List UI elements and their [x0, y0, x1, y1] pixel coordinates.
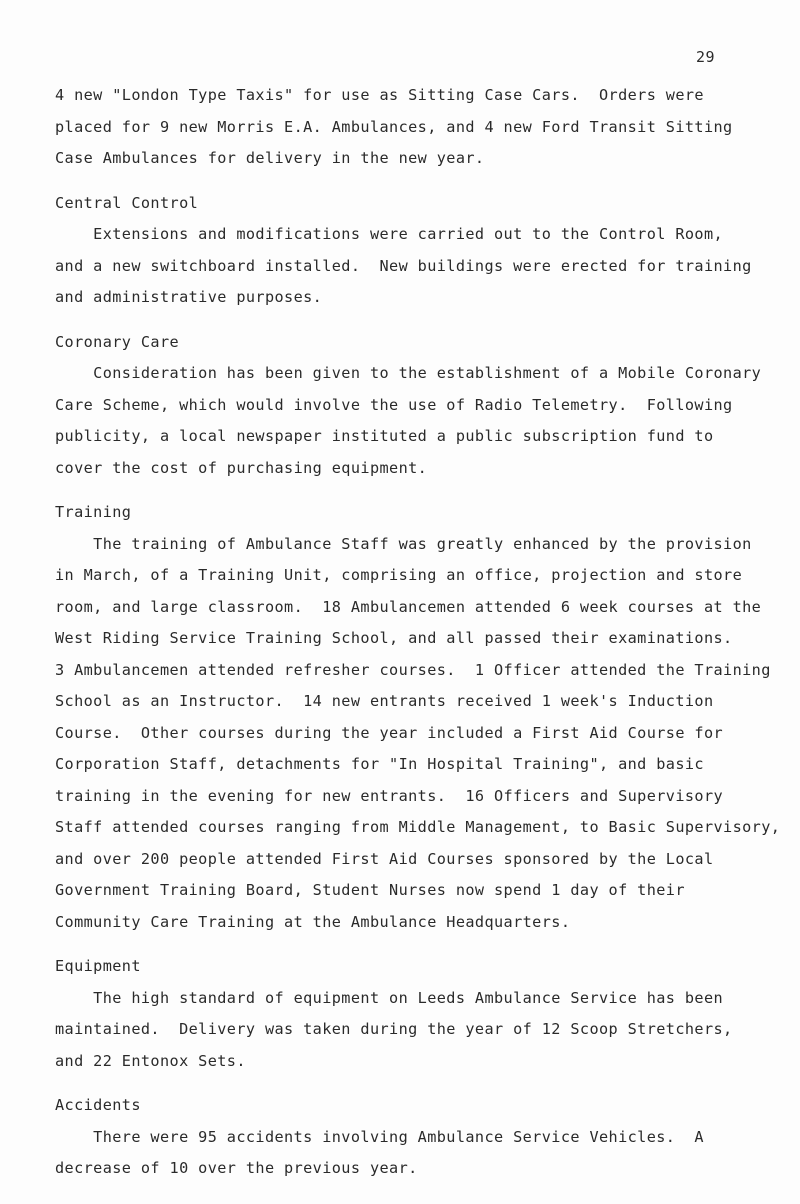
paragraph-line: cover the cost of purchasing equipment. — [55, 458, 428, 477]
paragraph-line: and a new switchboard installed. New buildings were erected for training — [55, 256, 752, 275]
paragraph-line: Community Care Training at the Ambulance Headquarters. — [55, 912, 571, 931]
paragraph-line: Course. Other courses during the year included a First Aid Course for — [55, 723, 724, 742]
paragraph-line: Corporation Staff, detachments for "In Hospital Training", and basic — [55, 755, 704, 773]
section-gap — [55, 484, 775, 497]
paragraph-line: and 22 Entonox Sets. — [55, 1051, 246, 1070]
paragraph-line: Extensions and modifications were carried out to the Control Room, — [55, 225, 724, 243]
section-heading: Equipment — [55, 957, 141, 975]
section-heading: Training — [55, 503, 132, 521]
paragraph-line: Consideration has been given to the establishment of a Mobile Coronary — [55, 364, 762, 382]
intro-line: 4 new "London Type Taxis" for use as Sitting Case Cars. Orders were — [55, 86, 704, 104]
paragraph-line: School as an Instructor. 14 new entrants received 1 week's Induction — [55, 692, 714, 710]
section-gap — [55, 938, 775, 951]
section-gap — [55, 175, 775, 188]
paragraph-line: and over 200 people attended First Aid Courses sponsored by the Local — [55, 849, 714, 868]
intro-line: placed for 9 new Morris E.A. Ambulances, and 4 new Ford Transit Sitting — [55, 117, 733, 136]
section-heading: Coronary Care — [55, 332, 180, 351]
paragraph-line: Care Scheme, which would involve the use of Radio Telemetry. Following — [55, 395, 733, 414]
paragraph-line: maintained. Delivery was taken during the year of 12 Scoop Stretchers, — [55, 1020, 733, 1038]
paragraph-line: Government Training Board, Student Nurses now spend 1 day of their — [55, 881, 685, 899]
paragraph-line: and administrative purposes. — [55, 288, 323, 306]
paragraph-line: There were 95 accidents involving Ambulance Service Vehicles. A — [55, 1127, 704, 1146]
paragraph-line: The training of Ambulance Staff was greatly enhanced by the provision — [55, 534, 752, 553]
paragraph-line: room, and large classroom. 18 Ambulancemen attended 6 week courses at the — [55, 597, 762, 616]
paragraph-line: West Riding Service Training School, and all passed their examinations. — [55, 629, 733, 647]
section-heading: Central Control — [55, 193, 199, 212]
section-heading: Accidents — [55, 1096, 141, 1114]
paragraph-line: The high standard of equipment on Leeds Ambulance Service has been — [55, 988, 724, 1007]
document-body — [55, 80, 781, 1185]
paragraph-line: in March, of a Training Unit, comprising an office, projection and store — [55, 566, 743, 584]
intro-line: Case Ambulances for delivery in the new year. — [55, 149, 485, 167]
paragraph-line: publicity, a local newspaper instituted a public subscription fund to — [55, 427, 714, 445]
page-number: 29 — [696, 48, 716, 66]
paragraph-line: 3 Ambulancemen attended refresher courses. 1 Officer attended the Training — [55, 660, 771, 679]
section-gap — [55, 1077, 775, 1090]
paragraph-line: Staff attended courses ranging from Middle Management, to Basic Supervisory, — [55, 818, 781, 836]
paragraph-line: training in the evening for new entrants. 16 Officers and Supervisory — [55, 786, 724, 805]
section-gap — [55, 314, 775, 327]
paragraph-line: decrease of 10 over the previous year. — [55, 1159, 418, 1177]
